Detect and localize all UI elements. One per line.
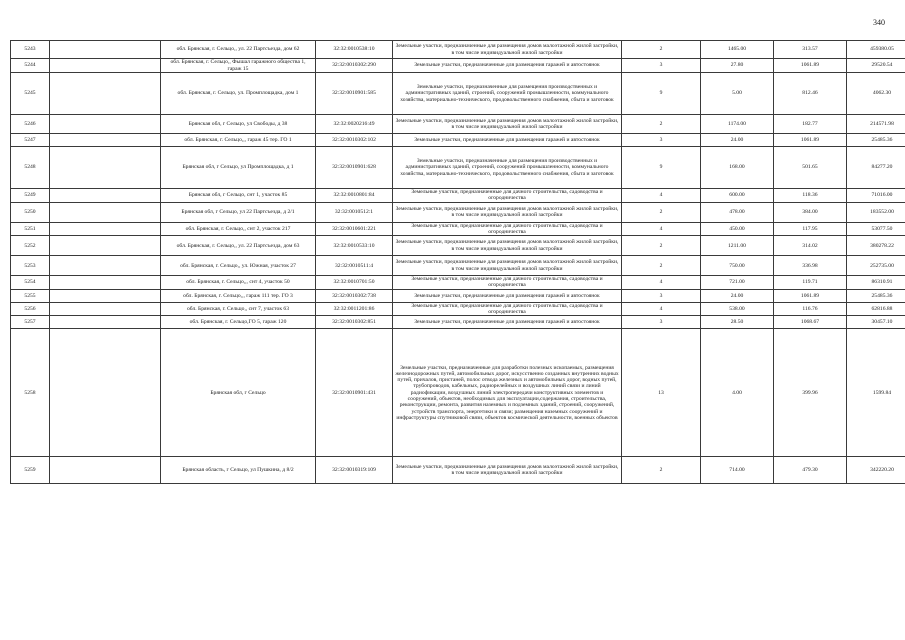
cell-row-number: 5252 xyxy=(11,236,50,256)
cell-area: 721.00 xyxy=(701,276,774,290)
cell-area: 1465.00 xyxy=(701,41,774,59)
cell-group-code: 3 xyxy=(622,59,701,73)
cell-row-number: 5250 xyxy=(11,202,50,222)
cell-address: Брянская обл, г Сельцо, ул Промплощадка, д 1 xyxy=(161,147,316,189)
cell-row-number: 5253 xyxy=(11,256,50,276)
cell-address: Брянская обл, г Сельцо xyxy=(161,329,316,457)
cell-area: 5.00 xyxy=(701,73,774,115)
table-row xyxy=(11,316,905,329)
cell-area: 714.00 xyxy=(701,457,774,484)
cell-address: обл. Брянская, г. Сельцо,,, гараж 111 тер. ГО 3 xyxy=(161,289,316,302)
cell-address: обл. Брянская, г. Сельцо,, ул. 22 Партсъезда, дом 62 xyxy=(161,41,316,59)
cell-blank xyxy=(50,189,161,203)
table-row xyxy=(11,222,905,236)
cell-blank xyxy=(50,302,161,316)
cell-address: Брянская обл, г Сельцо, ул 22 Партсъезда, д 2/1 xyxy=(161,202,316,222)
cell-cadastral-value: 86310.91 xyxy=(847,276,905,290)
table-row xyxy=(11,457,905,484)
cell-address: обл. Брянская, г. Сельцо,,, гараж 45 тер. ГО 1 xyxy=(161,134,316,147)
cell-cadastral-number: 32:32:0010302:851 xyxy=(316,316,393,329)
cell-group-code: 2 xyxy=(622,115,701,134)
cell-cadastral-number: 32:32:0010511:4 xyxy=(316,256,393,276)
cell-address: Брянская обл, г Сельцо, снт 1, участок 85 xyxy=(161,189,316,203)
cell-cadastral-value: 30457.10 xyxy=(847,316,905,329)
cell-group-code: 13 xyxy=(622,329,701,457)
cell-group-code: 2 xyxy=(622,236,701,256)
cell-land-use: Земельные участки, предназначенные для размещения гаражей и автостоянок xyxy=(393,316,622,329)
cell-land-use: Земельные участки, предназначенные для размещения домов малоэтажной жилой застройки, в том числе индивидуальной жилой застройки xyxy=(393,236,622,256)
cell-area: 1211.00 xyxy=(701,236,774,256)
cell-row-number: 5249 xyxy=(11,189,50,203)
cell-row-number: 5243 xyxy=(11,41,50,59)
cell-cadastral-value: 25485.36 xyxy=(847,134,905,147)
cell-cadastral-value: 214571.98 xyxy=(847,115,905,134)
cell-blank xyxy=(50,134,161,147)
cell-address: обл. Брянская, г. Сельцо, ул. Промплощадка, дом 1 xyxy=(161,73,316,115)
cell-specific-value: 116.76 xyxy=(774,302,847,316)
cell-row-number: 5259 xyxy=(11,457,50,484)
cell-land-use: Земельные участки, предназначенные для размещения гаражей и автостоянок xyxy=(393,134,622,147)
cell-cadastral-value: 71016.00 xyxy=(847,189,905,203)
cell-blank xyxy=(50,41,161,59)
cell-land-use: Земельные участки, предназначенные для размещения гаражей и автостоянок xyxy=(393,59,622,73)
cell-land-use: Земельные участки, предназначенные для размещения домов малоэтажной жилой застройки, в том числе индивидуальной жилой застройки xyxy=(393,115,622,134)
cell-specific-value: 1061.89 xyxy=(774,134,847,147)
cell-group-code: 4 xyxy=(622,222,701,236)
cell-cadastral-number: 32:32:0010302:738 xyxy=(316,289,393,302)
cell-cadastral-number: 32:32:0010901:628 xyxy=(316,147,393,189)
cell-land-use: Земельные участки, предназначенные для размещения домов малоэтажной жилой застройки, в том числе индивидуальной жилой застройки xyxy=(393,457,622,484)
cell-area: 24.00 xyxy=(701,134,774,147)
cell-land-use: Земельные участки, предназначенные для размещения домов малоэтажной жилой застройки, в том числе индивидуальной жилой застройки xyxy=(393,256,622,276)
cell-specific-value: 117.95 xyxy=(774,222,847,236)
cell-address: Брянская область, г Сельцо, ул Пушкина, д 8/2 xyxy=(161,457,316,484)
cell-blank xyxy=(50,236,161,256)
table-row xyxy=(11,134,905,147)
cell-area: 28.50 xyxy=(701,316,774,329)
cell-specific-value: 384.00 xyxy=(774,202,847,222)
cell-area: 1174.00 xyxy=(701,115,774,134)
cell-specific-value: 313.57 xyxy=(774,41,847,59)
cell-cadastral-value: 459380.05 xyxy=(847,41,905,59)
cell-row-number: 5255 xyxy=(11,289,50,302)
cell-land-use: Земельные участки, предназначенные для дачного строительства, садоводства и огородничества xyxy=(393,222,622,236)
table-row xyxy=(11,289,905,302)
cell-blank xyxy=(50,457,161,484)
cell-cadastral-number: 32:32:0010901:585 xyxy=(316,73,393,115)
cell-land-use: Земельные участки, предназначенные для размещения производственных и административных зданий, строений, сооружений промышленности, коммунального хозяйства, материально-технического, продовольственного снабжения, сбыта и заготовок xyxy=(393,147,622,189)
cell-group-code: 9 xyxy=(622,73,701,115)
cell-address: обл. Брянская, г. Сельцо,, ул. Южная, участок 27 xyxy=(161,256,316,276)
cell-cadastral-number: 32:32:0010302:290 xyxy=(316,59,393,73)
cell-address: обл. Брянская, г. Сельцо,ГО 5, гараж 120 xyxy=(161,316,316,329)
cell-land-use: Земельные участки, предназначенные для разработки полезных ископаемых, размещения железнодорожных путей, автомобильных дорог, искусственно созданных внутренних водных путей, причалов, пристаней, полос отвода железных и автомобильных дорог, водных путей, трубопроводов, кабельных, радиорелейных и воздушных линий связи и линий радиофикации, воздушных линий электропередачи конструктивных элементов и сооружений, объектов, необходимых для эксплуатации,содержания, строительства, реконструкции, ремонта, развития наземных и подземных зданий, строений, сооружений, устройств транспорта, энергетики и связи; размещения наземных сооружений и инфраструктуры спутниковой связи, объектов космической деятельности, военных объектов xyxy=(393,329,622,457)
cell-area: 750.00 xyxy=(701,256,774,276)
cell-cadastral-number: 32:32:0010302:102 xyxy=(316,134,393,147)
table-row xyxy=(11,189,905,203)
cell-cadastral-value: 342220.20 xyxy=(847,457,905,484)
cell-blank xyxy=(50,59,161,73)
cell-group-code: 2 xyxy=(622,202,701,222)
cell-blank xyxy=(50,222,161,236)
cell-area: 478.00 xyxy=(701,202,774,222)
cell-group-code: 4 xyxy=(622,302,701,316)
cell-cadastral-value: 84277.20 xyxy=(847,147,905,189)
cell-cadastral-value: 4062.30 xyxy=(847,73,905,115)
cell-blank xyxy=(50,73,161,115)
cell-blank xyxy=(50,276,161,290)
cell-specific-value: 118.36 xyxy=(774,189,847,203)
cell-row-number: 5258 xyxy=(11,329,50,457)
cell-group-code: 3 xyxy=(622,316,701,329)
cell-specific-value: 479.30 xyxy=(774,457,847,484)
cell-cadastral-number: 32:32:0010701:50 xyxy=(316,276,393,290)
cell-specific-value: 314.02 xyxy=(774,236,847,256)
cell-cadastral-value: 25485.36 xyxy=(847,289,905,302)
cell-cadastral-value: 29520.54 xyxy=(847,59,905,73)
cell-area: 538.00 xyxy=(701,302,774,316)
cell-specific-value: 1068.67 xyxy=(774,316,847,329)
cell-row-number: 5247 xyxy=(11,134,50,147)
cell-land-use: Земельные участки, предназначенные для размещения домов малоэтажной жилой застройки, в том числе индивидуальной жилой застройки xyxy=(393,41,622,59)
cell-area: 600.00 xyxy=(701,189,774,203)
cell-row-number: 5245 xyxy=(11,73,50,115)
cell-blank xyxy=(50,202,161,222)
cell-land-use: Земельные участки, предназначенные для дачного строительства, садоводства и огородничества xyxy=(393,276,622,290)
cell-area: 4.00 xyxy=(701,329,774,457)
cell-address: обл. Брянская, г. Сельцо,, ул. 22 Партсъезда, дом 63 xyxy=(161,236,316,256)
cell-row-number: 5256 xyxy=(11,302,50,316)
cell-blank xyxy=(50,329,161,457)
cell-row-number: 5244 xyxy=(11,59,50,73)
cell-cadastral-number: 32:32:0010801:84 xyxy=(316,189,393,203)
cell-blank xyxy=(50,256,161,276)
cell-specific-value: 182.77 xyxy=(774,115,847,134)
cell-address: обл. Брянская, г. Сельцо,, снт 2, участок 217 xyxy=(161,222,316,236)
cell-land-use: Земельные участки, предназначенные для размещения гаражей и автостоянок xyxy=(393,289,622,302)
table-row xyxy=(11,41,905,59)
cell-land-use: Земельные участки, предназначенные для дачного строительства, садоводства и огородничества xyxy=(393,302,622,316)
cell-group-code: 4 xyxy=(622,189,701,203)
cell-specific-value: 119.71 xyxy=(774,276,847,290)
cell-group-code: 2 xyxy=(622,256,701,276)
cell-cadastral-value: 53077.50 xyxy=(847,222,905,236)
table-row xyxy=(11,73,905,115)
cell-cadastral-value: 183552.00 xyxy=(847,202,905,222)
cell-specific-value: 1061.89 xyxy=(774,289,847,302)
cell-address: обл. Брянская, г. Сельцо,, Фышал гаражного общества 1, гараж 15 xyxy=(161,59,316,73)
cell-cadastral-value: 252735.00 xyxy=(847,256,905,276)
cell-cadastral-number: 32:32:0010512:1 xyxy=(316,202,393,222)
cell-row-number: 5257 xyxy=(11,316,50,329)
cell-cadastral-number: 32:32:0010319:109 xyxy=(316,457,393,484)
cell-group-code: 2 xyxy=(622,41,701,59)
cell-cadastral-value: 62816.88 xyxy=(847,302,905,316)
cell-area: 24.00 xyxy=(701,289,774,302)
table-row xyxy=(11,59,905,73)
table-row xyxy=(11,276,905,290)
cell-row-number: 5246 xyxy=(11,115,50,134)
cell-cadastral-value: 1599.84 xyxy=(847,329,905,457)
cell-group-code: 9 xyxy=(622,147,701,189)
table-row xyxy=(11,115,905,134)
cell-cadastral-number: 32:32:0010533:10 xyxy=(316,236,393,256)
cell-land-use: Земельные участки, предназначенные для дачного строительства, садоводства и огородничества xyxy=(393,189,622,203)
cell-blank xyxy=(50,316,161,329)
cell-blank xyxy=(50,115,161,134)
cell-row-number: 5248 xyxy=(11,147,50,189)
table-row xyxy=(11,147,905,189)
cell-cadastral-number: 32:32:0010538:10 xyxy=(316,41,393,59)
table-row xyxy=(11,236,905,256)
table-row xyxy=(11,202,905,222)
cell-blank xyxy=(50,147,161,189)
cell-blank xyxy=(50,289,161,302)
cell-row-number: 5251 xyxy=(11,222,50,236)
cell-row-number: 5254 xyxy=(11,276,50,290)
cell-group-code: 3 xyxy=(622,289,701,302)
cell-specific-value: 812.46 xyxy=(774,73,847,115)
cell-address: Брянская обл, г Сельцо, ул Свободы, д 38 xyxy=(161,115,316,134)
cell-cadastral-value: 380278.22 xyxy=(847,236,905,256)
cell-land-use: Земельные участки, предназначенные для размещения домов малоэтажной жилой застройки, в том числе индивидуальной жилой застройки xyxy=(393,202,622,222)
cell-specific-value: 1061.89 xyxy=(774,59,847,73)
cell-specific-value: 501.65 xyxy=(774,147,847,189)
cell-area: 450.00 xyxy=(701,222,774,236)
cell-cadastral-number: 32:32:0020216:49 xyxy=(316,115,393,134)
registry-body xyxy=(11,41,905,484)
page-number: 340 xyxy=(873,18,885,27)
cell-area: 27.80 xyxy=(701,59,774,73)
cell-group-code: 4 xyxy=(622,276,701,290)
table-row xyxy=(11,302,905,316)
table-row xyxy=(11,329,905,457)
cell-specific-value: 336.98 xyxy=(774,256,847,276)
cell-land-use: Земельные участки, предназначенные для размещения производственных и административных зданий, строений, сооружений промышленности, коммунального хозяйства, материально-технического, продовольственного снабжения, сбыта и заготовок xyxy=(393,73,622,115)
cell-cadastral-number: 32:32:0011201:86 xyxy=(316,302,393,316)
cell-address: обл. Брянская, г. Сельцо,, снт 7, участок 63 xyxy=(161,302,316,316)
cell-group-code: 2 xyxy=(622,457,701,484)
cell-specific-value: 399.96 xyxy=(774,329,847,457)
cell-group-code: 3 xyxy=(622,134,701,147)
cell-address: обл. Брянская, г. Сельцо,,, снт 4, участок 50 xyxy=(161,276,316,290)
cell-cadastral-number: 32:32:0010901:431 xyxy=(316,329,393,457)
cell-cadastral-number: 32:32:0010601:221 xyxy=(316,222,393,236)
land-registry-table xyxy=(10,40,905,484)
cell-area: 168.00 xyxy=(701,147,774,189)
table-row xyxy=(11,256,905,276)
